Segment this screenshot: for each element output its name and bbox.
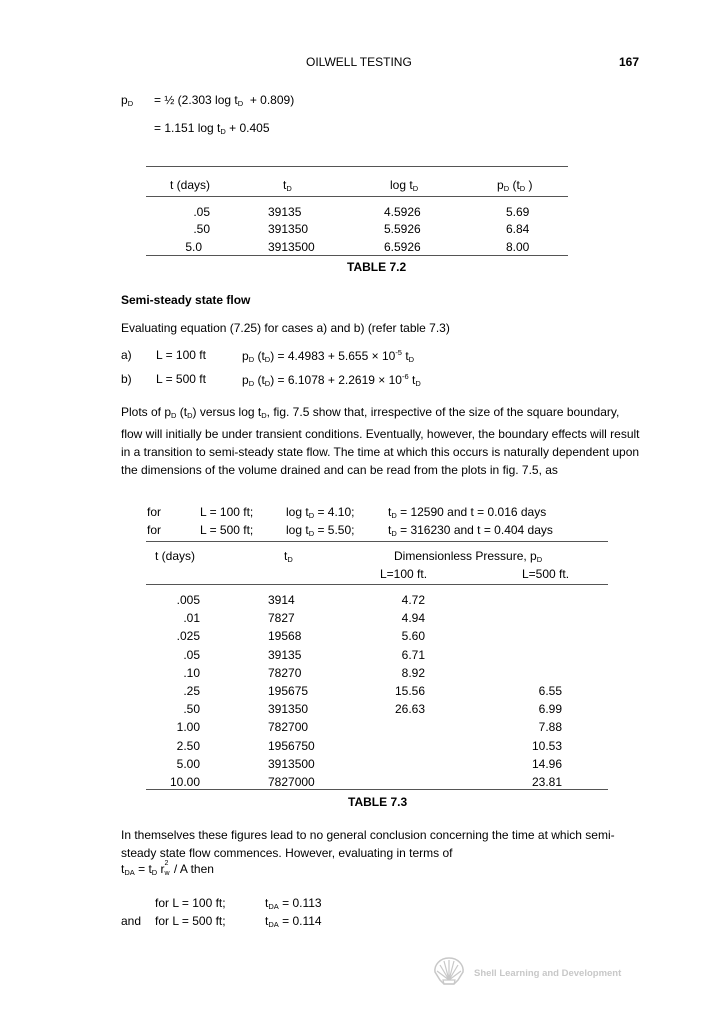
table73-cell: 8.92 [401,665,425,680]
case-equation: $p_D$ $(t_D) = 4.4983 + 5.655 \times 10^{-5}$ $t_D$ [242,348,415,364]
table73-cell: 6.55 [538,684,562,698]
table73-cell: .005 [176,593,200,607]
table73-header-td: $t_D$ [284,549,293,564]
table72-header-days: t (days) [169,178,210,192]
table73-cell: 14.96 [531,756,562,771]
table73-cell: 10.53 [531,738,562,753]
table73-cell: 39135 [268,647,302,662]
table73-cell: .05 [183,647,200,662]
table73-cell: 1956750 [268,738,315,753]
table73-header-rule [146,584,608,585]
table73-cell: 1.00 [176,720,200,735]
table73-caption: TABLE 7.3 [348,795,408,809]
table72-cell: 5.0 [185,240,202,254]
eq-line-2: = 1.151 $\log t_D + 0.405$ [154,121,270,136]
for-log: $\log t_D = 5.50$; [286,523,355,538]
table73-cell: 195675 [268,684,309,698]
table72-cell: 4.5926 [384,205,421,219]
table73-cell: 7827 [268,611,295,626]
table73-header-days: t (days) [155,549,196,563]
table73-bottom-rule [146,789,608,790]
table73-cell: 3914 [268,593,295,607]
table72-cell: 39135 [268,205,302,219]
case-label: b) [121,372,132,386]
section-intro: Evaluating equation (7.25) for cases a) and b) (refer table 7.3) [121,321,450,335]
table72-caption: TABLE 7.2 [347,260,407,274]
table73-cell: .01 [183,611,200,626]
table73-cell: 26.63 [394,702,425,717]
for-word: for [147,505,162,519]
shell-logo-icon [432,956,466,986]
for-td: $t_D = 316230$ and t = 0.404 days [388,523,553,538]
table73-top-rule [146,541,608,542]
table73-header-l100: L=100 ft. [380,567,428,581]
table73-cell: 5.60 [401,629,425,644]
table72-cell: 6.5926 [384,240,421,254]
table73-cell: 19568 [268,629,302,644]
for-log: $\log t_D = 4.10$; [286,505,355,520]
tda-definition: $t_{DA} = t_D$ r 2 w / A then [121,860,214,877]
footer-brand: Shell Learning and Development [474,968,622,979]
table72-cell: 5.69 [506,205,530,219]
table73-cell: 6.99 [538,702,562,717]
table73-header-pd: Dimensionless Pressure, $p_D$ [394,549,543,564]
table72-bottom-rule [146,255,568,256]
table73-cell: .50 [183,702,200,717]
page-number: 167 [619,55,640,69]
final-line-tda: $t_{DA} = 0.114$ [265,914,322,929]
table73-cell: 4.94 [401,611,425,626]
final-line-for: for L = 100 ft; [155,896,226,910]
table72-top-rule [146,166,568,167]
table73-cell: 7.88 [538,720,562,735]
table73-cell: 391350 [268,702,309,717]
table72-cell: .05 [193,205,210,219]
final-line-tda: $t_{DA} = 0.113$ [265,896,322,911]
body-paragraph: Plots of $p_D$ $(t_D)$ versus $\log t_D$, fig. 7.5 show that, irrespective of the size of the square boundary, flow will initially be under transient conditions. Eventually, however, the boundary effects will result in a transition to semi-steady state flow. The time at which this occurs is naturally dependent upon the dimensions of the volume drained and can be read from the plots in fig. 7.5, as [121,405,640,477]
table73-cell: 10.00 [169,775,200,789]
table73-cell: .10 [183,665,200,680]
table72-header-td: $t_D$ [283,178,292,193]
table73-cell: 23.81 [531,775,562,789]
final-line-and: and [121,914,142,928]
conclusion-paragraph: In themselves these figures lead to no general conclusion concerning the time at which semi-steady state flow commences. However, evaluating in terms of [121,828,615,860]
table72-header-logtd: $\log t_D$ [390,178,419,193]
table73-cell: 78270 [268,665,302,680]
table72-cell: .50 [193,222,210,236]
table72-header-rule [146,196,568,197]
section-heading: Semi-steady state flow [121,293,251,307]
table72-cell: 391350 [268,222,309,236]
case-equation: $p_D$ $(t_D) = 6.1078 + 2.2619 \times 10^{-6}$ $t_D$ [242,372,421,388]
table73-cell: 5.00 [176,756,200,771]
eq-lhs: $p_D$ [121,93,134,108]
for-word: for [147,523,162,537]
table73-cell: .025 [176,629,200,644]
table72-cell: 6.84 [506,222,530,236]
table73-cell: .25 [183,684,200,698]
table72-header-pd: $p_D$ ($t_D$ ) [497,178,533,193]
table73-cell: 782700 [268,720,309,735]
running-header: OILWELL TESTING [306,55,412,69]
case-length: L = 100 ft [156,348,206,362]
table73-cell: 3913500 [268,756,315,771]
case-length: L = 500 ft [156,372,206,386]
shell-logo [432,956,466,986]
final-line-for: for L = 500 ft; [155,914,226,928]
for-length: L = 500 ft; [200,523,254,537]
for-td: $t_D = 12590$ and t = 0.016 days [388,505,547,520]
table73-cell: 4.72 [401,593,425,607]
eq-line-1: = ½ (2.303 $\log t_D + 0.809$) [154,93,295,108]
table72-cell: 5.5926 [384,222,421,236]
for-length: L = 100 ft; [200,505,254,519]
table73-header-l500: L=500 ft. [522,567,570,581]
table73-cell: 2.50 [176,738,200,753]
table72-cell: 8.00 [506,240,530,254]
table73-cell: 6.71 [401,647,425,662]
table72-cell: 3913500 [268,240,315,254]
table73-cell: 15.56 [394,684,425,698]
case-label: a) [121,348,132,362]
table73-cell: 7827000 [268,775,315,789]
